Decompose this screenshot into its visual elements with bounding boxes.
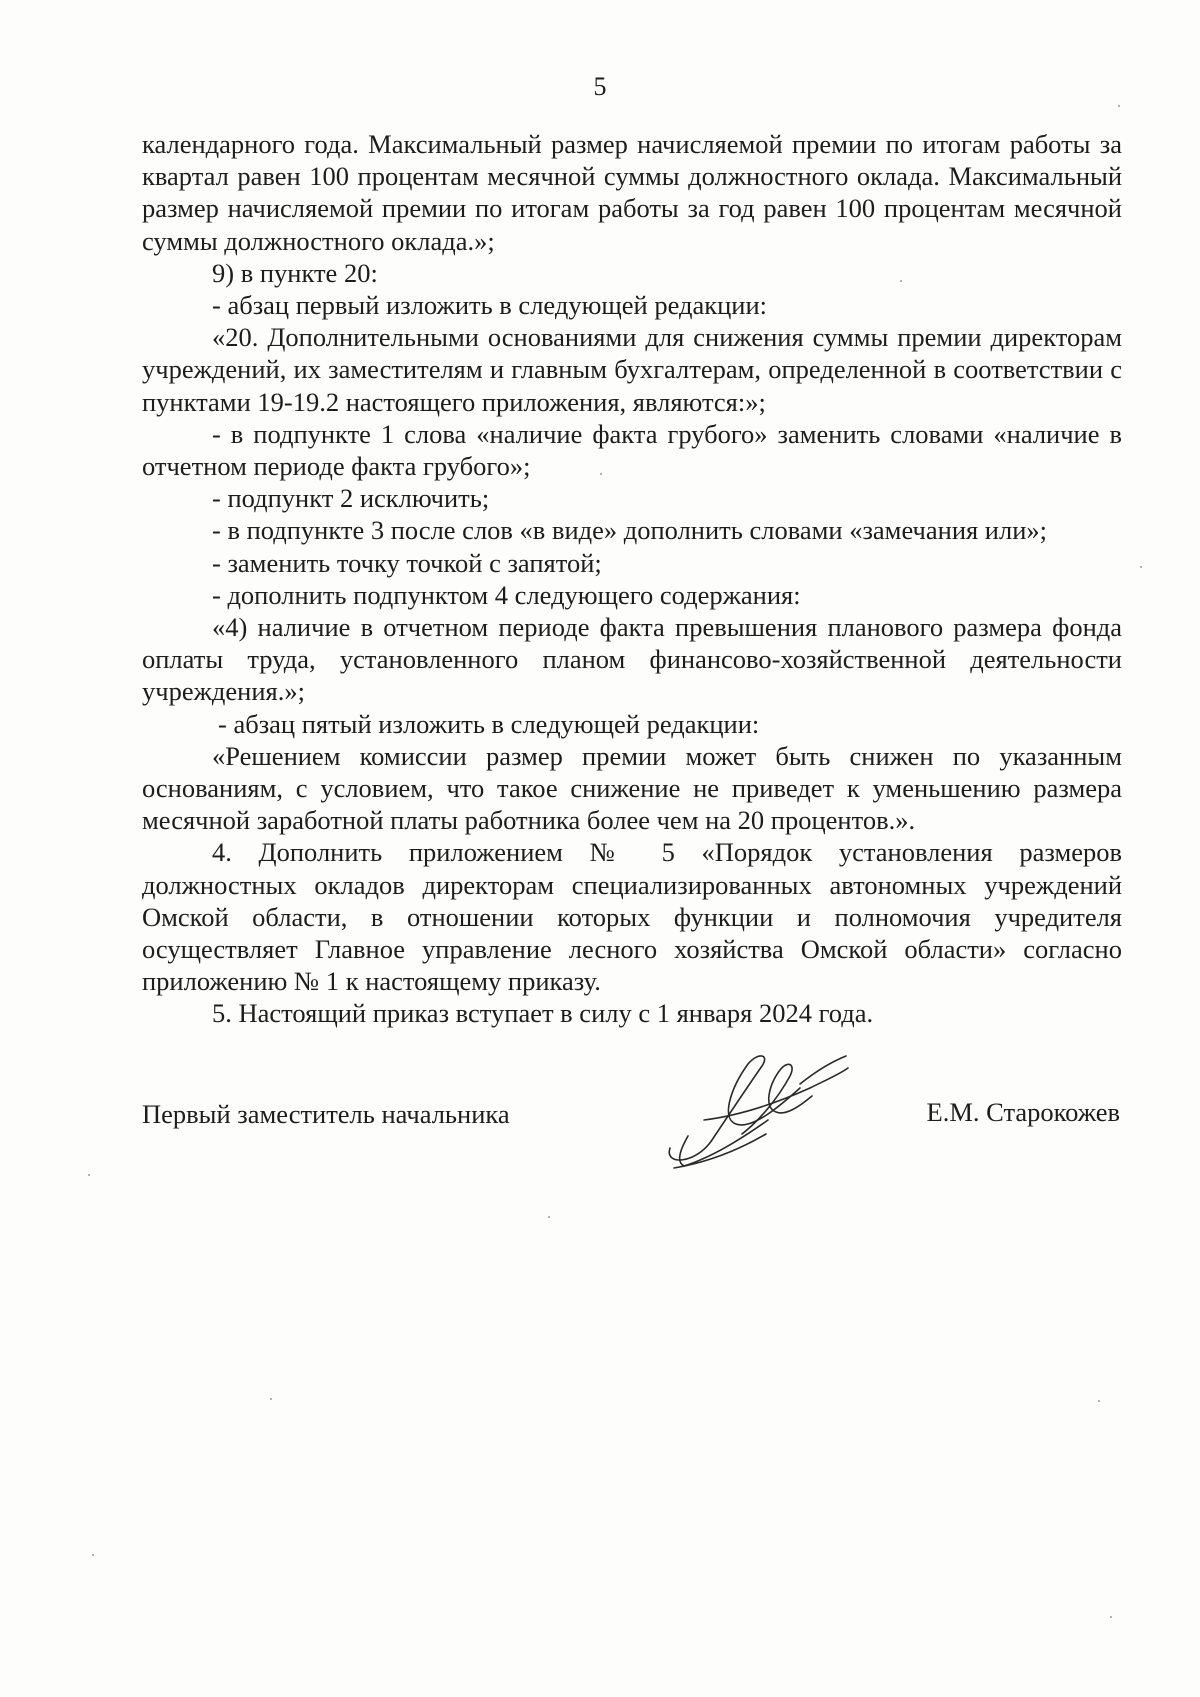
signatory-name: Е.М. Старокожев [926, 1097, 1120, 1127]
paragraph-clause-20: «20. Дополнительными основаниями для снижения суммы премии директорам учреждений, их заместителям и главным бухгалтерам, определенной в соответствии с пунктами 19-19.2 настоящего приложения, являются:»; [142, 322, 1122, 417]
paragraph-fifth-abzac: - абзац пятый изложить в следующей редакции: [218, 708, 760, 739]
paragraph-commission-decision: «Решением комиссии размер премии может быть снижен по указанным основаниям, с условием, что такое снижение не приведет к уменьшению размера месячной заработной платы работника более чем на 20 процентов.». [142, 740, 1122, 836]
paragraph-punctuation: - заменить точку точкой с запятой; [212, 547, 602, 578]
scan-speck [1118, 105, 1120, 107]
paragraph-first-abzac: - абзац первый изложить в следующей редакции: [212, 290, 768, 321]
paragraph-add-subclause-4: - дополнить подпунктом 4 следующего содержания: [212, 579, 801, 610]
scan-speck [1140, 566, 1142, 568]
scan-speck [1110, 1616, 1112, 1618]
paragraph-item-5-effective-date: 5. Настоящий приказ вступает в силу с 1 января 2024 года. [212, 998, 874, 1029]
paragraph-subclause-1: - в подпункте 1 слова «наличие факта грубого» заменить словами «наличие в отчетном периоде факта грубого»; [142, 418, 1122, 482]
page-number: 5 [593, 72, 607, 101]
paragraph-subclause-4-text: «4) наличие в отчетном периоде факта превышения планового размера фонда оплаты труда, установленного планом финансово-хозяйственной деятельности учреждения.»; [142, 612, 1122, 707]
signatory-title: Первый заместитель начальника [142, 1099, 510, 1129]
scan-speck [600, 473, 602, 475]
scan-speck [270, 1398, 272, 1400]
scan-speck [548, 1216, 550, 1218]
paragraph-bonus-limits: календарного года. Максимальный размер начисляемой премии по итогам работы за квартал равен 100 процентам месячной суммы должностного оклада. Максимальный размер начисляемой премии по итогам работы за год равен 100 процентам месячной суммы должностного оклада.»; [142, 129, 1122, 256]
signature-block [142, 1098, 1122, 1138]
scan-speck [1098, 1400, 1100, 1402]
paragraph-subclause-3: - в подпункте 3 после слов «в виде» дополнить словами «замечания или»; [212, 515, 1048, 546]
handwritten-signature [650, 1040, 860, 1190]
paragraph-subclause-2: - подпункт 2 исключить; [212, 483, 490, 514]
scan-speck [900, 280, 902, 282]
scan-speck [88, 1174, 90, 1176]
paragraph-item-4-appendix: 4. Дополнить приложением № 5 «Порядок установления размеров должностных окладов директорам специализированных автономных учреждений Омской области, в отношении которых функции и полномочия учредителя осуществляет Главное управление лесного хозяйства Омской области» согласно приложению № 1 к настоящему приказу. [142, 837, 1122, 997]
scan-speck [92, 1554, 94, 1556]
document-body [142, 128, 1122, 1030]
paragraph-item-9: 9) в пункте 20: [212, 257, 378, 288]
